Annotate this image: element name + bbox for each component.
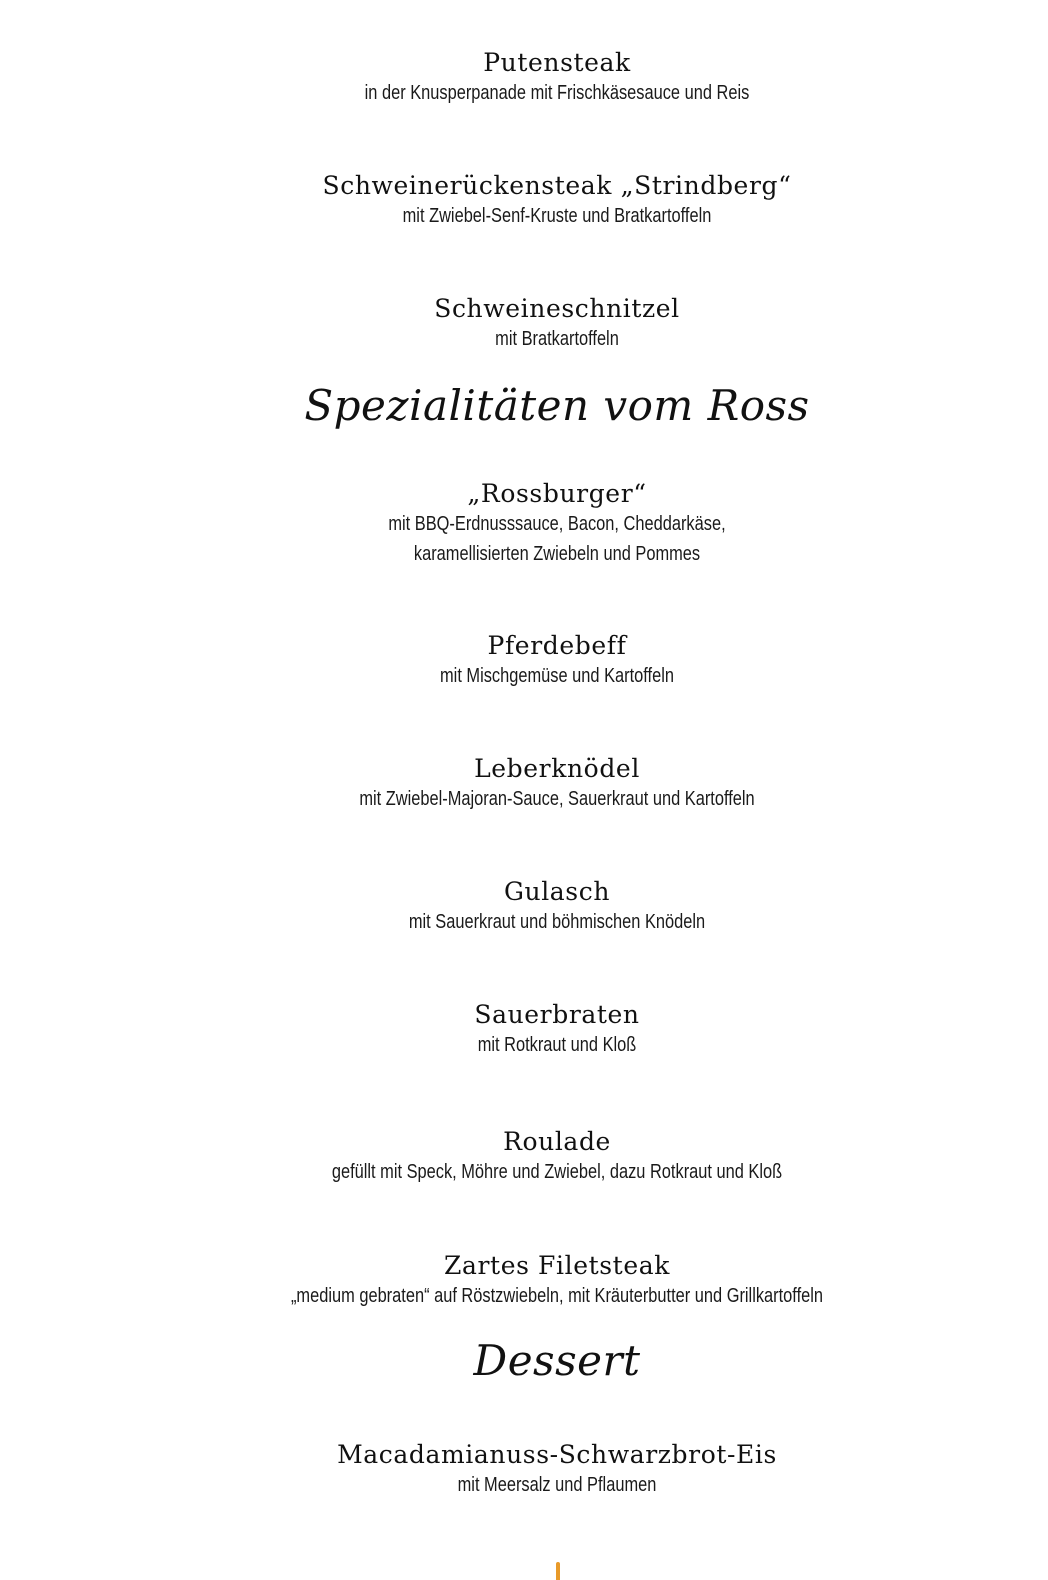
dish-description: gefüllt mit Speck, Möhre und Zwiebel, dazu Rotkraut und Kloß (331, 1161, 783, 1183)
menu-item-gulasch (0, 877, 1048, 937)
dish-description: mit Zwiebel-Senf-Kruste und Bratkartoffeln (402, 205, 712, 227)
section-title-dessert: Dessert (473, 1336, 641, 1385)
menu-item-filetsteak (0, 1251, 1048, 1311)
dish-name: Roulade (503, 1127, 611, 1156)
dish-description: „medium gebraten“ auf Röstzwiebeln, mit Kräuterbutter und Grillkartoffeln (290, 1285, 824, 1307)
menu-item-leberknoedel (0, 754, 1048, 814)
dish-name: Schweineschnitzel (434, 294, 680, 323)
dish-description: mit Meersalz und Pflaumen (457, 1474, 657, 1496)
section-title-ross: Spezialitäten vom Ross (304, 381, 810, 430)
dish-name: Zartes Filetsteak (444, 1251, 670, 1280)
dish-name: Gulasch (503, 877, 611, 906)
dish-description: mit BBQ-Erdnusssauce, Bacon, Cheddarkäse, (388, 513, 726, 535)
dish-description: in der Knusperpanade mit Frischkäsesauce und Reis (364, 82, 750, 104)
dish-name: Schweinerückensteak „Strindberg“ (322, 171, 792, 200)
dish-name: Leberknödel (474, 754, 640, 783)
decorative-ornament-icon (556, 1562, 560, 1580)
menu-item-schweinerueckensteak (0, 171, 1048, 231)
menu-item-schweineschnitzel (0, 294, 1048, 354)
dish-description: mit Bratkartoffeln (495, 328, 619, 350)
dish-name: Macadamianuss-Schwarzbrot-Eis (337, 1440, 777, 1469)
menu-item-roulade (0, 1127, 1048, 1187)
dish-description: mit Sauerkraut und böhmischen Knödeln (408, 911, 706, 933)
dish-name: Putensteak (483, 48, 631, 77)
menu-item-macadamia-eis (0, 1440, 1048, 1500)
dish-description: mit Rotkraut und Kloß (477, 1034, 637, 1056)
dish-description: karamellisierten Zwiebeln und Pommes (413, 543, 701, 565)
dish-description: mit Zwiebel-Majoran-Sauce, Sauerkraut und Kartoffeln (359, 788, 755, 810)
menu-item-rossburger (0, 479, 1048, 569)
dish-name: „Rossburger“ (467, 479, 647, 508)
dish-description: mit Mischgemüse und Kartoffeln (440, 665, 674, 687)
dish-name: Sauerbraten (474, 1000, 640, 1029)
menu-item-pferdebeff (0, 631, 1048, 691)
dish-name: Pferdebeff (487, 631, 627, 660)
menu-item-sauerbraten (0, 1000, 1048, 1060)
menu-item-putensteak (0, 48, 1048, 108)
